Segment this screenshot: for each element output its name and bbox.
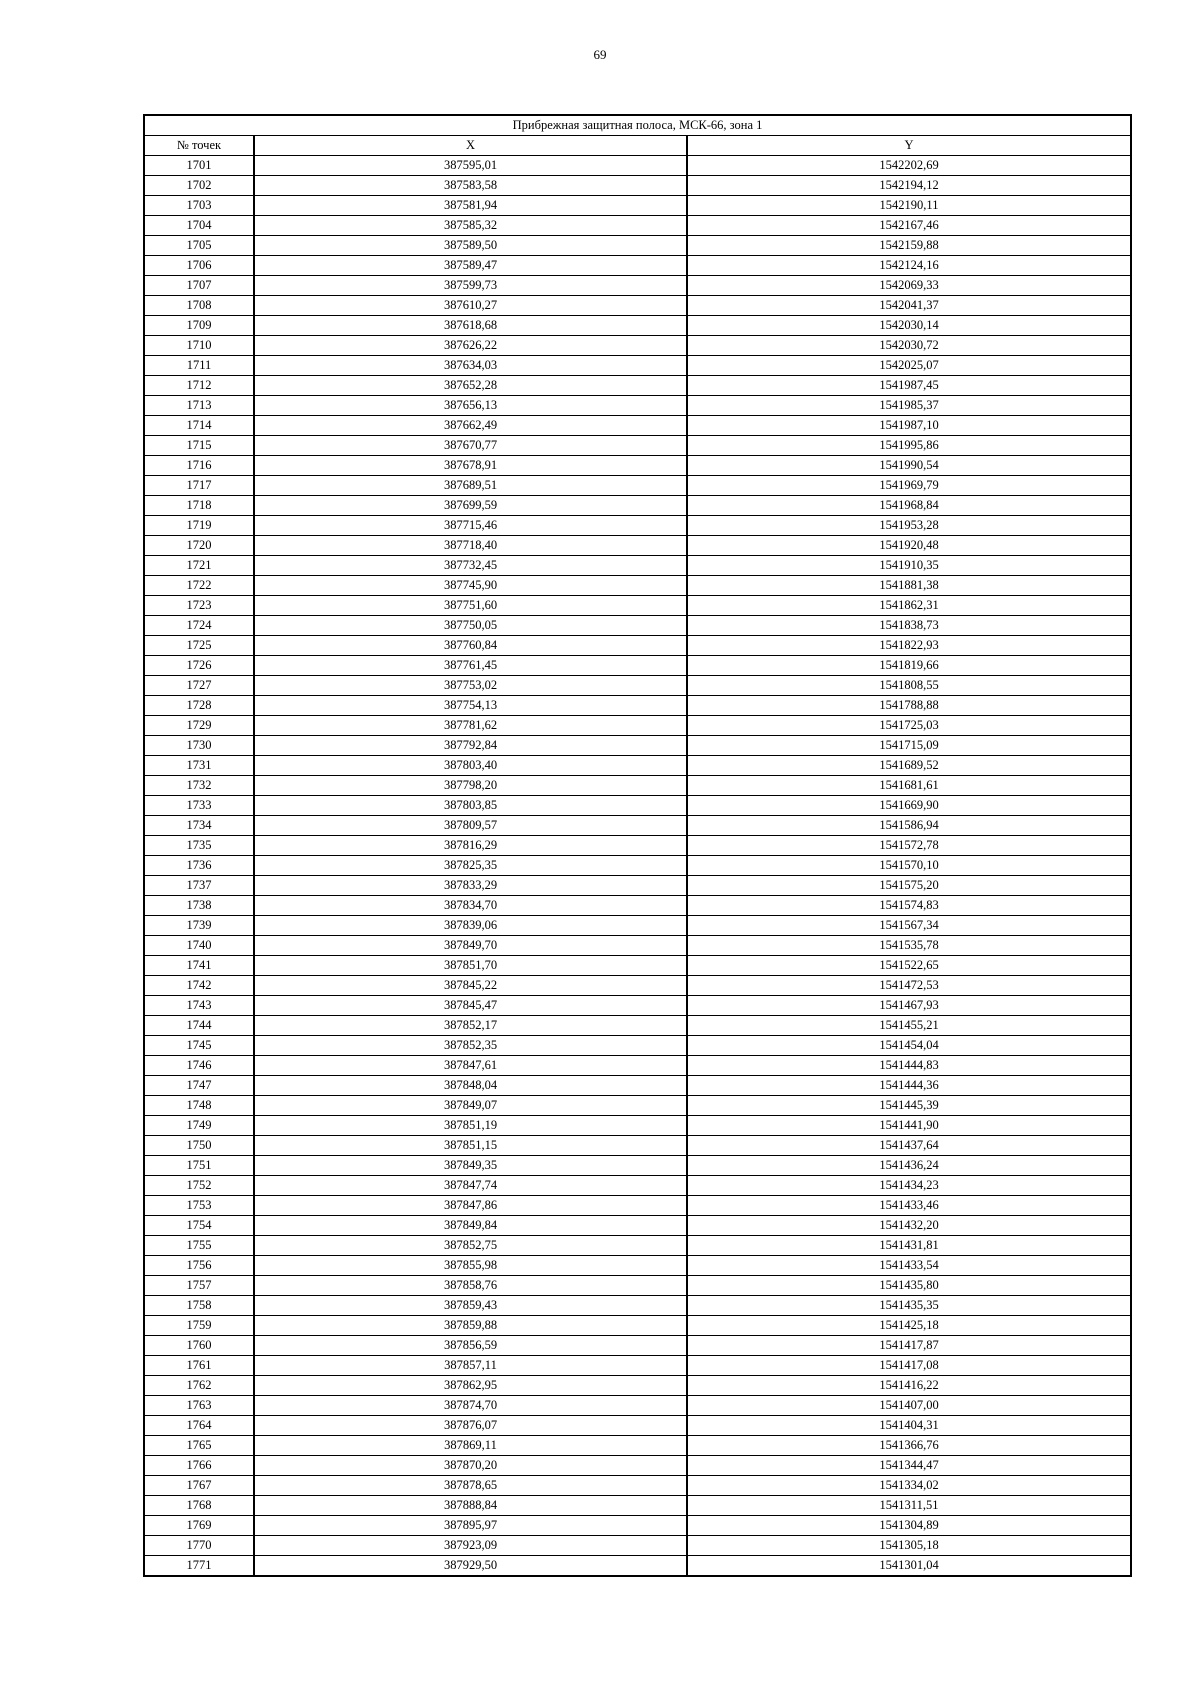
cell-point-number: 1719 (144, 516, 254, 536)
coordinates-table (143, 114, 1132, 1577)
cell-y: 1541838,73 (687, 616, 1131, 636)
cell-x: 387847,74 (254, 1176, 687, 1196)
cell-x: 387849,70 (254, 936, 687, 956)
cell-point-number: 1749 (144, 1116, 254, 1136)
table-row (144, 756, 1131, 776)
cell-y: 1542190,11 (687, 196, 1131, 216)
cell-point-number: 1753 (144, 1196, 254, 1216)
cell-x: 387745,90 (254, 576, 687, 596)
cell-x: 387859,43 (254, 1296, 687, 1316)
cell-point-number: 1738 (144, 896, 254, 916)
cell-y: 1541407,00 (687, 1396, 1131, 1416)
cell-point-number: 1711 (144, 356, 254, 376)
cell-point-number: 1756 (144, 1256, 254, 1276)
table-row (144, 716, 1131, 736)
cell-point-number: 1743 (144, 996, 254, 1016)
cell-point-number: 1748 (144, 1096, 254, 1116)
table-row (144, 276, 1131, 296)
cell-point-number: 1760 (144, 1336, 254, 1356)
cell-point-number: 1746 (144, 1056, 254, 1076)
cell-x: 387803,40 (254, 756, 687, 776)
table-row (144, 636, 1131, 656)
cell-y: 1541454,04 (687, 1036, 1131, 1056)
cell-y: 1541334,02 (687, 1476, 1131, 1496)
cell-point-number: 1735 (144, 836, 254, 856)
table-row (144, 616, 1131, 636)
table-row (144, 176, 1131, 196)
cell-x: 387753,02 (254, 676, 687, 696)
cell-x: 387678,91 (254, 456, 687, 476)
cell-x: 387888,84 (254, 1496, 687, 1516)
table-row (144, 536, 1131, 556)
table-row (144, 1516, 1131, 1536)
cell-y: 1541432,20 (687, 1216, 1131, 1236)
cell-x: 387851,19 (254, 1116, 687, 1136)
cell-y: 1541968,84 (687, 496, 1131, 516)
cell-x: 387825,35 (254, 856, 687, 876)
table-title: Прибрежная защитная полоса, МСК-66, зона 1 (144, 115, 1131, 136)
cell-y: 1542194,12 (687, 176, 1131, 196)
cell-x: 387781,62 (254, 716, 687, 736)
cell-x: 387809,57 (254, 816, 687, 836)
cell-point-number: 1726 (144, 656, 254, 676)
table-row (144, 1176, 1131, 1196)
cell-y: 1542159,88 (687, 236, 1131, 256)
cell-y: 1541437,64 (687, 1136, 1131, 1156)
cell-y: 1541574,83 (687, 896, 1131, 916)
cell-point-number: 1744 (144, 1016, 254, 1036)
cell-point-number: 1701 (144, 156, 254, 176)
cell-x: 387849,07 (254, 1096, 687, 1116)
table-row (144, 196, 1131, 216)
table-row (144, 1196, 1131, 1216)
table-row (144, 1116, 1131, 1136)
table-row (144, 1136, 1131, 1156)
header-point-number: № точек (144, 136, 254, 156)
cell-point-number: 1725 (144, 636, 254, 656)
table-row (144, 436, 1131, 456)
cell-point-number: 1766 (144, 1456, 254, 1476)
cell-y: 1541808,55 (687, 676, 1131, 696)
cell-point-number: 1732 (144, 776, 254, 796)
cell-point-number: 1729 (144, 716, 254, 736)
cell-x: 387851,70 (254, 956, 687, 976)
cell-point-number: 1713 (144, 396, 254, 416)
cell-point-number: 1728 (144, 696, 254, 716)
cell-x: 387878,65 (254, 1476, 687, 1496)
cell-point-number: 1752 (144, 1176, 254, 1196)
cell-point-number: 1736 (144, 856, 254, 876)
cell-y: 1541441,90 (687, 1116, 1131, 1136)
cell-point-number: 1718 (144, 496, 254, 516)
table-row (144, 796, 1131, 816)
table-row (144, 1396, 1131, 1416)
table-row (144, 596, 1131, 616)
cell-y: 1541425,18 (687, 1316, 1131, 1336)
table-body (144, 156, 1131, 1577)
cell-y: 1542030,14 (687, 316, 1131, 336)
cell-point-number: 1764 (144, 1416, 254, 1436)
table-row (144, 1496, 1131, 1516)
cell-point-number: 1705 (144, 236, 254, 256)
cell-y: 1541311,51 (687, 1496, 1131, 1516)
cell-y: 1541404,31 (687, 1416, 1131, 1436)
cell-point-number: 1758 (144, 1296, 254, 1316)
table-row (144, 1376, 1131, 1396)
table-row (144, 1436, 1131, 1456)
table-row (144, 1336, 1131, 1356)
cell-point-number: 1750 (144, 1136, 254, 1156)
cell-x: 387581,94 (254, 196, 687, 216)
table-row (144, 696, 1131, 716)
cell-y: 1541987,10 (687, 416, 1131, 436)
cell-x: 387847,61 (254, 1056, 687, 1076)
table-row (144, 1076, 1131, 1096)
cell-point-number: 1747 (144, 1076, 254, 1096)
cell-point-number: 1771 (144, 1556, 254, 1577)
cell-point-number: 1707 (144, 276, 254, 296)
cell-x: 387798,20 (254, 776, 687, 796)
table-row (144, 1356, 1131, 1376)
cell-x: 387833,29 (254, 876, 687, 896)
table-row (144, 496, 1131, 516)
cell-point-number: 1767 (144, 1476, 254, 1496)
cell-y: 1541433,46 (687, 1196, 1131, 1216)
table-title-row (144, 115, 1131, 136)
cell-x: 387851,15 (254, 1136, 687, 1156)
cell-x: 387845,47 (254, 996, 687, 1016)
cell-y: 1541586,94 (687, 816, 1131, 836)
cell-point-number: 1723 (144, 596, 254, 616)
cell-y: 1541535,78 (687, 936, 1131, 956)
cell-y: 1542030,72 (687, 336, 1131, 356)
page-number: 69 (593, 47, 607, 62)
cell-y: 1541436,24 (687, 1156, 1131, 1176)
table-row (144, 336, 1131, 356)
cell-point-number: 1754 (144, 1216, 254, 1236)
cell-point-number: 1739 (144, 916, 254, 936)
cell-point-number: 1709 (144, 316, 254, 336)
table-row (144, 776, 1131, 796)
cell-y: 1541366,76 (687, 1436, 1131, 1456)
cell-point-number: 1763 (144, 1396, 254, 1416)
cell-point-number: 1741 (144, 956, 254, 976)
cell-x: 387870,20 (254, 1456, 687, 1476)
cell-x: 387595,01 (254, 156, 687, 176)
table-row (144, 456, 1131, 476)
cell-point-number: 1757 (144, 1276, 254, 1296)
cell-y: 1541417,87 (687, 1336, 1131, 1356)
cell-point-number: 1762 (144, 1376, 254, 1396)
cell-x: 387761,45 (254, 656, 687, 676)
cell-point-number: 1720 (144, 536, 254, 556)
cell-y: 1541435,35 (687, 1296, 1131, 1316)
cell-x: 387845,22 (254, 976, 687, 996)
header-x: X (254, 136, 687, 156)
cell-x: 387610,27 (254, 296, 687, 316)
table-row (144, 676, 1131, 696)
cell-y: 1542069,33 (687, 276, 1131, 296)
cell-x: 387859,88 (254, 1316, 687, 1336)
cell-y: 1541987,45 (687, 376, 1131, 396)
cell-y: 1542124,16 (687, 256, 1131, 276)
table-row (144, 396, 1131, 416)
cell-y: 1541304,89 (687, 1516, 1131, 1536)
cell-x: 387852,17 (254, 1016, 687, 1036)
cell-y: 1541305,18 (687, 1536, 1131, 1556)
table-row (144, 556, 1131, 576)
cell-y: 1541301,04 (687, 1556, 1131, 1577)
cell-y: 1542025,07 (687, 356, 1131, 376)
cell-point-number: 1702 (144, 176, 254, 196)
cell-y: 1541434,23 (687, 1176, 1131, 1196)
table-row (144, 1156, 1131, 1176)
cell-x: 387869,11 (254, 1436, 687, 1456)
table-row (144, 956, 1131, 976)
cell-x: 387895,97 (254, 1516, 687, 1536)
table-row (144, 1216, 1131, 1236)
cell-x: 387857,11 (254, 1356, 687, 1376)
cell-point-number: 1721 (144, 556, 254, 576)
cell-x: 387858,76 (254, 1276, 687, 1296)
table-row (144, 1316, 1131, 1336)
table-row (144, 896, 1131, 916)
table-row (144, 216, 1131, 236)
table-row (144, 1416, 1131, 1436)
cell-y: 1541570,10 (687, 856, 1131, 876)
cell-x: 387585,32 (254, 216, 687, 236)
cell-point-number: 1716 (144, 456, 254, 476)
table-row (144, 156, 1131, 176)
table-row (144, 1476, 1131, 1496)
cell-x: 387849,84 (254, 1216, 687, 1236)
cell-y: 1541467,93 (687, 996, 1131, 1016)
cell-point-number: 1703 (144, 196, 254, 216)
table-row (144, 996, 1131, 1016)
table-row (144, 1016, 1131, 1036)
cell-y: 1541455,21 (687, 1016, 1131, 1036)
cell-x: 387754,13 (254, 696, 687, 716)
cell-point-number: 1733 (144, 796, 254, 816)
cell-point-number: 1761 (144, 1356, 254, 1376)
cell-x: 387847,86 (254, 1196, 687, 1216)
cell-point-number: 1722 (144, 576, 254, 596)
table-row (144, 356, 1131, 376)
table-row (144, 316, 1131, 336)
cell-x: 387862,95 (254, 1376, 687, 1396)
cell-point-number: 1715 (144, 436, 254, 456)
cell-y: 1541444,83 (687, 1056, 1131, 1076)
cell-point-number: 1710 (144, 336, 254, 356)
cell-x: 387583,58 (254, 176, 687, 196)
cell-y: 1541910,35 (687, 556, 1131, 576)
table-row (144, 296, 1131, 316)
cell-x: 387792,84 (254, 736, 687, 756)
cell-y: 1541995,86 (687, 436, 1131, 456)
table-row (144, 236, 1131, 256)
cell-point-number: 1717 (144, 476, 254, 496)
cell-y: 1542202,69 (687, 156, 1131, 176)
cell-point-number: 1730 (144, 736, 254, 756)
cell-y: 1541567,34 (687, 916, 1131, 936)
cell-y: 1541715,09 (687, 736, 1131, 756)
cell-x: 387839,06 (254, 916, 687, 936)
cell-point-number: 1731 (144, 756, 254, 776)
table-row (144, 816, 1131, 836)
cell-y: 1541417,08 (687, 1356, 1131, 1376)
cell-y: 1541344,47 (687, 1456, 1131, 1476)
cell-x: 387656,13 (254, 396, 687, 416)
cell-y: 1541572,78 (687, 836, 1131, 856)
table-row (144, 1036, 1131, 1056)
cell-x: 387662,49 (254, 416, 687, 436)
cell-point-number: 1727 (144, 676, 254, 696)
cell-y: 1542167,46 (687, 216, 1131, 236)
cell-x: 387626,22 (254, 336, 687, 356)
cell-x: 387848,04 (254, 1076, 687, 1096)
table-row (144, 1096, 1131, 1116)
cell-y: 1541472,53 (687, 976, 1131, 996)
cell-point-number: 1768 (144, 1496, 254, 1516)
cell-point-number: 1742 (144, 976, 254, 996)
cell-x: 387652,28 (254, 376, 687, 396)
cell-x: 387816,29 (254, 836, 687, 856)
table-row (144, 1556, 1131, 1577)
cell-y: 1541990,54 (687, 456, 1131, 476)
cell-x: 387670,77 (254, 436, 687, 456)
cell-y: 1541985,37 (687, 396, 1131, 416)
cell-point-number: 1759 (144, 1316, 254, 1336)
table-row (144, 836, 1131, 856)
cell-point-number: 1734 (144, 816, 254, 836)
cell-y: 1541416,22 (687, 1376, 1131, 1396)
cell-y: 1541788,88 (687, 696, 1131, 716)
cell-point-number: 1712 (144, 376, 254, 396)
cell-point-number: 1724 (144, 616, 254, 636)
cell-y: 1541689,52 (687, 756, 1131, 776)
table-row (144, 256, 1131, 276)
table-row (144, 876, 1131, 896)
header-y: Y (687, 136, 1131, 156)
cell-x: 387929,50 (254, 1556, 687, 1577)
table-row (144, 856, 1131, 876)
cell-y: 1541445,39 (687, 1096, 1131, 1116)
table-row (144, 416, 1131, 436)
cell-x: 387803,85 (254, 796, 687, 816)
cell-x: 387589,50 (254, 236, 687, 256)
table-row (144, 936, 1131, 956)
cell-point-number: 1765 (144, 1436, 254, 1456)
cell-x: 387852,35 (254, 1036, 687, 1056)
table-row (144, 1056, 1131, 1076)
cell-x: 387689,51 (254, 476, 687, 496)
cell-point-number: 1751 (144, 1156, 254, 1176)
cell-y: 1542041,37 (687, 296, 1131, 316)
cell-point-number: 1737 (144, 876, 254, 896)
cell-x: 387751,60 (254, 596, 687, 616)
cell-x: 387834,70 (254, 896, 687, 916)
cell-y: 1541953,28 (687, 516, 1131, 536)
cell-y: 1541920,48 (687, 536, 1131, 556)
cell-point-number: 1769 (144, 1516, 254, 1536)
cell-x: 387855,98 (254, 1256, 687, 1276)
cell-y: 1541522,65 (687, 956, 1131, 976)
table-row (144, 1296, 1131, 1316)
cell-y: 1541862,31 (687, 596, 1131, 616)
cell-x: 387699,59 (254, 496, 687, 516)
table-row (144, 1276, 1131, 1296)
table-row (144, 1256, 1131, 1276)
cell-x: 387923,09 (254, 1536, 687, 1556)
cell-point-number: 1770 (144, 1536, 254, 1556)
table-row (144, 656, 1131, 676)
cell-point-number: 1714 (144, 416, 254, 436)
table-row (144, 916, 1131, 936)
cell-y: 1541433,54 (687, 1256, 1131, 1276)
cell-y: 1541725,03 (687, 716, 1131, 736)
cell-point-number: 1706 (144, 256, 254, 276)
cell-x: 387732,45 (254, 556, 687, 576)
cell-point-number: 1740 (144, 936, 254, 956)
cell-x: 387874,70 (254, 1396, 687, 1416)
table-row (144, 576, 1131, 596)
cell-x: 387849,35 (254, 1156, 687, 1176)
cell-point-number: 1745 (144, 1036, 254, 1056)
table-row (144, 376, 1131, 396)
cell-point-number: 1704 (144, 216, 254, 236)
cell-x: 387718,40 (254, 536, 687, 556)
cell-y: 1541819,66 (687, 656, 1131, 676)
cell-x: 387750,05 (254, 616, 687, 636)
table-row (144, 976, 1131, 996)
cell-y: 1541431,81 (687, 1236, 1131, 1256)
cell-x: 387876,07 (254, 1416, 687, 1436)
cell-x: 387760,84 (254, 636, 687, 656)
cell-x: 387856,59 (254, 1336, 687, 1356)
table-row (144, 1536, 1131, 1556)
cell-y: 1541575,20 (687, 876, 1131, 896)
table-row (144, 736, 1131, 756)
table-row (144, 516, 1131, 536)
cell-x: 387599,73 (254, 276, 687, 296)
cell-y: 1541444,36 (687, 1076, 1131, 1096)
cell-point-number: 1755 (144, 1236, 254, 1256)
cell-x: 387589,47 (254, 256, 687, 276)
table-row (144, 1456, 1131, 1476)
cell-y: 1541435,80 (687, 1276, 1131, 1296)
cell-point-number: 1708 (144, 296, 254, 316)
table-header-row (144, 136, 1131, 156)
cell-x: 387618,68 (254, 316, 687, 336)
cell-y: 1541669,90 (687, 796, 1131, 816)
cell-x: 387634,03 (254, 356, 687, 376)
table-row (144, 1236, 1131, 1256)
cell-y: 1541881,38 (687, 576, 1131, 596)
cell-x: 387852,75 (254, 1236, 687, 1256)
cell-y: 1541822,93 (687, 636, 1131, 656)
table-row (144, 476, 1131, 496)
cell-x: 387715,46 (254, 516, 687, 536)
cell-y: 1541681,61 (687, 776, 1131, 796)
cell-y: 1541969,79 (687, 476, 1131, 496)
